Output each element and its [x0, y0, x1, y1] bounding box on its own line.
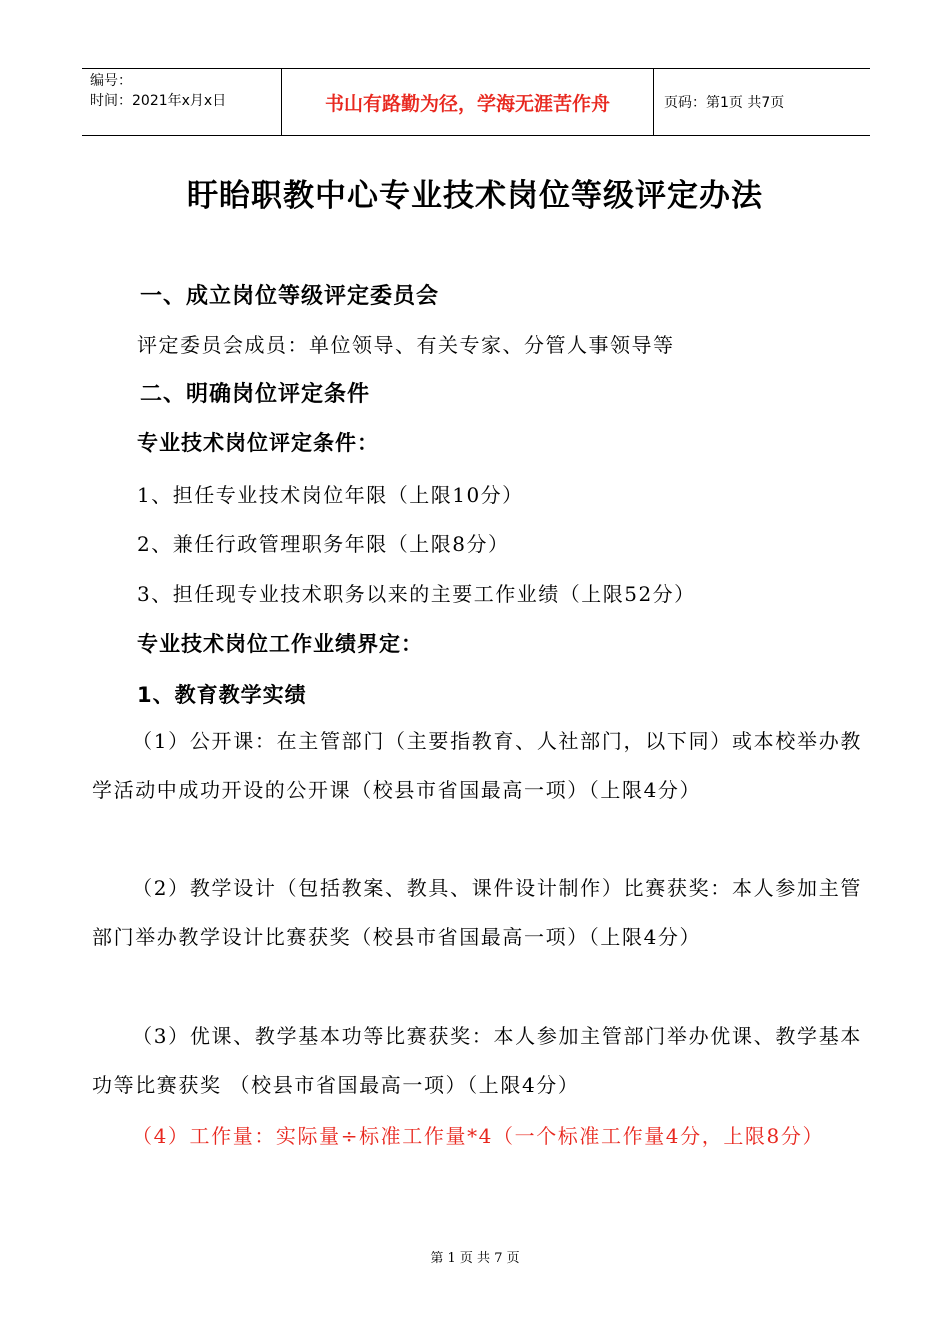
performance-item-1-text: （1）公开课：在主管部门（主要指教育、人社部门，以下同）或本校举办教学活动中成功开设的公开课（校县市省国最高一项）（上限4分）	[92, 729, 862, 802]
performance-item-2-text: （2）教学设计（包括教案、教具、课件设计制作）比赛获奖：本人参加主管部门举办教学设计比赛获奖（校县市省国最高一项）（上限4分）	[92, 876, 862, 949]
performance-item-4	[92, 1112, 862, 1161]
section-2-subheading-conditions: 专业技术岗位评定条件：	[137, 431, 379, 455]
performance-heading: 1、教育教学实绩	[137, 683, 307, 707]
document-header	[82, 68, 870, 136]
date-label: 时间：2021年x月x日	[90, 93, 227, 109]
performance-item-3	[92, 1012, 862, 1109]
section-1-text: 评定委员会成员：单位领导、有关专家、分管人事领导等	[137, 333, 675, 357]
performance-item-3-text: （3）优课、教学基本功等比赛获奖：本人参加主管部门举办优课、教学基本功等比赛获奖 （校县市省国最高一项）（上限4分）	[92, 1024, 862, 1097]
header-motto: 书山有路勤为径，学海无涯苦作舟	[282, 69, 654, 135]
performance-item-1	[92, 717, 862, 814]
header-page-info: 页码：第1页 共7页	[664, 95, 785, 111]
performance-item-2	[92, 864, 862, 961]
condition-item-3: 3、担任现专业技术职务以来的主要工作业绩（上限52分）	[137, 582, 696, 606]
page-footer: 第 1 页 共 7 页	[430, 1251, 520, 1266]
performance-item-4-text: （4）工作量：实际量÷标准工作量*4（一个标准工作量4分，上限8分）	[132, 1124, 825, 1148]
page-title: 盱眙职教中心专业技术岗位等级评定办法	[187, 178, 763, 214]
condition-item-2: 2、兼任行政管理职务年限（上限8分）	[137, 532, 510, 556]
header-meta	[82, 69, 282, 135]
section-2-heading: 二、明确岗位评定条件	[140, 382, 371, 407]
condition-item-1: 1、担任专业技术岗位年限（上限10分）	[137, 483, 524, 507]
section-1-heading: 一、成立岗位等级评定委员会	[140, 284, 440, 309]
section-2-subheading-performance: 专业技术岗位工作业绩界定：	[137, 632, 423, 656]
serial-label: 编号：	[90, 73, 132, 89]
